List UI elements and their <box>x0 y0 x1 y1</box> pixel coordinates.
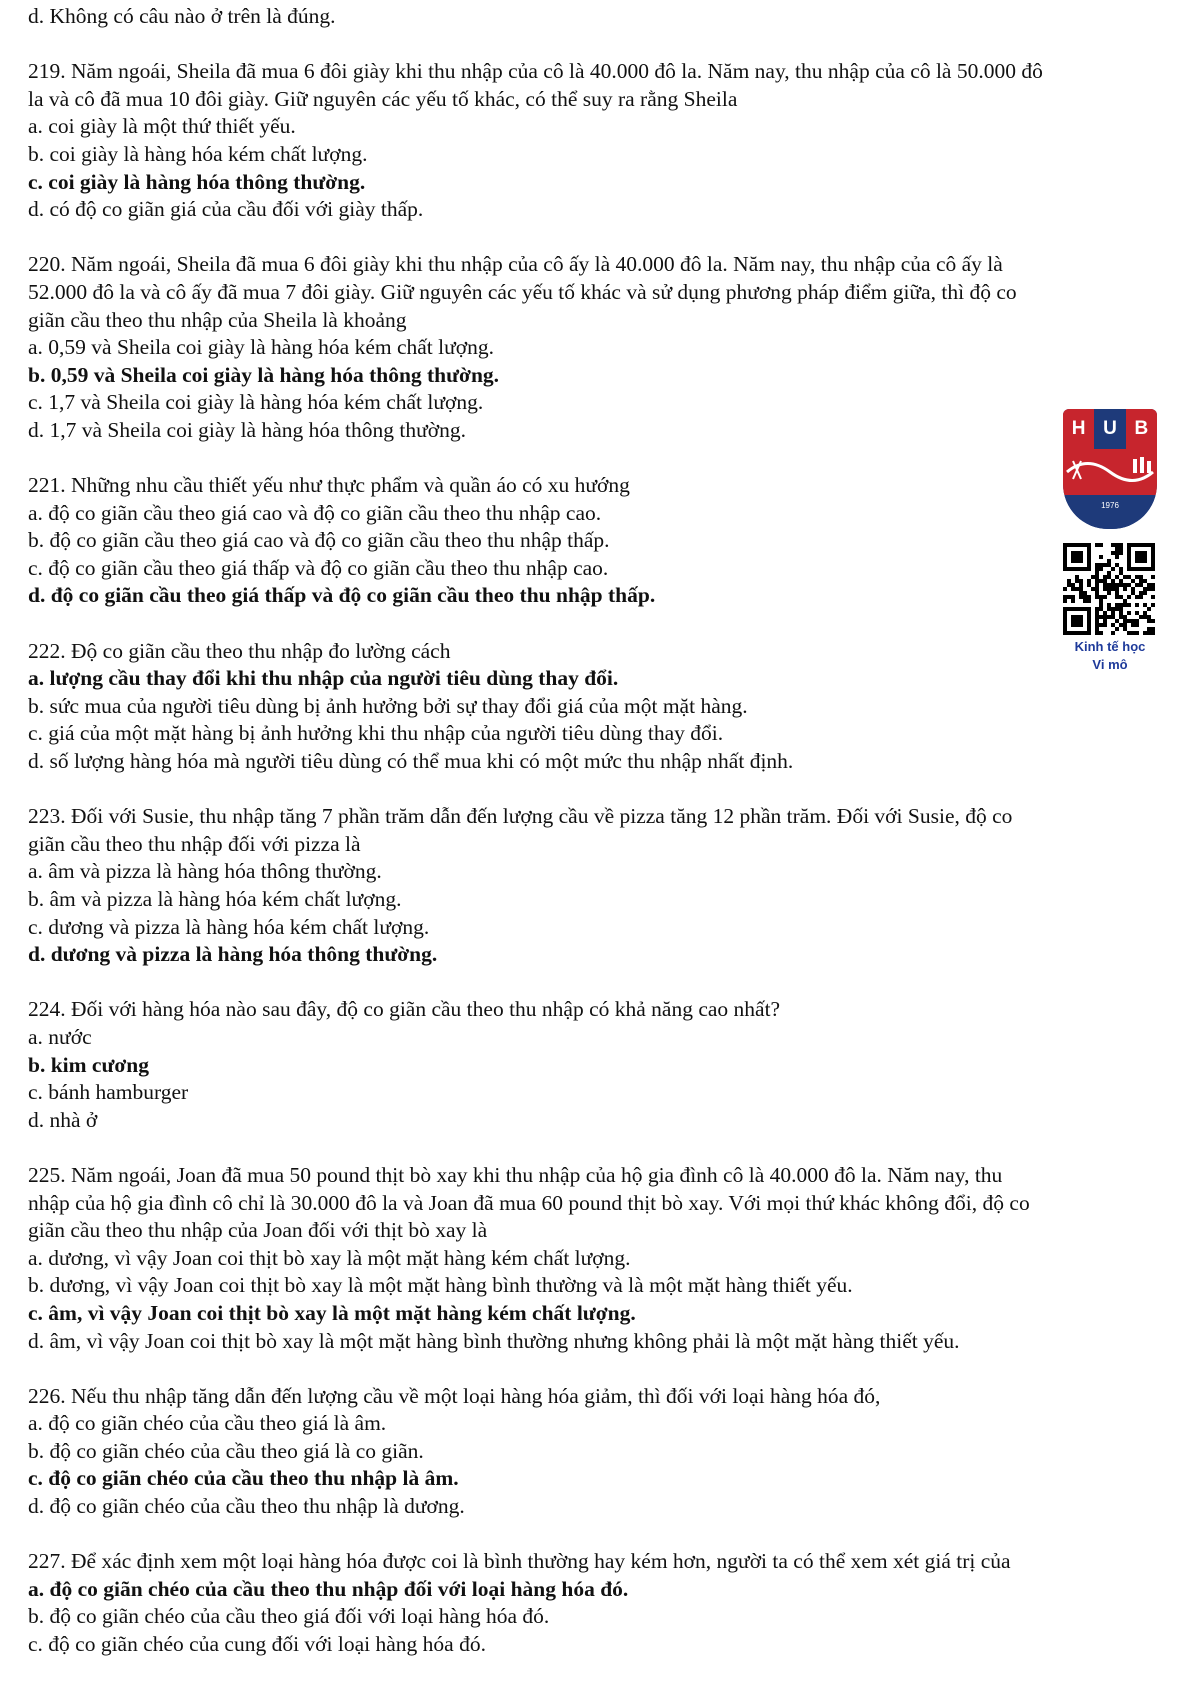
question-block <box>28 1548 1168 1658</box>
correct-answer-option: b. kim cương <box>28 1052 149 1077</box>
question-block <box>28 638 1168 776</box>
question-block <box>28 472 1168 610</box>
answer-option: d. số lượng hàng hóa mà người tiêu dùng có thể mua khi có một mức thu nhập nhất định. <box>28 749 794 774</box>
answer-option: a. nước <box>28 1024 92 1049</box>
question-stem-line: giãn cầu theo thu nhập của Sheila là khoảng <box>28 307 407 332</box>
logo-emblem-icon <box>1063 449 1157 495</box>
question-list <box>28 58 1168 1658</box>
question-stem-line: 226. Nếu thu nhập tăng dẫn đến lượng cầu về một loại hàng hóa giảm, thì đối với loại hàng hóa đó, <box>28 1383 881 1408</box>
logo-emblem-band <box>1063 449 1157 495</box>
correct-answer-option: c. âm, vì vậy Joan coi thịt bò xay là một mặt hàng kém chất lượng. <box>28 1300 636 1325</box>
question-block <box>28 251 1168 444</box>
hub-logo <box>1063 409 1157 529</box>
correct-answer-option: a. lượng cầu thay đổi khi thu nhập của người tiêu dùng thay đổi. <box>28 666 619 691</box>
question-stem-line: 220. Năm ngoái, Sheila đã mua 6 đôi giày khi thu nhập của cô ấy là 40.000 đô la. Năm nay, thu nhập của cô ấy là <box>28 252 1003 277</box>
answer-option: a. 0,59 và Sheila coi giày là hàng hóa kém chất lượng. <box>28 335 495 360</box>
question-stem-line: giãn cầu theo thu nhập của Joan đối với thịt bò xay là <box>28 1218 488 1243</box>
answer-option: b. dương, vì vậy Joan coi thịt bò xay là một mặt hàng bình thường và là một mặt hàng thiết yếu. <box>28 1273 853 1298</box>
question-block <box>28 996 1168 1134</box>
answer-option: b. độ co giãn chéo của cầu theo giá là co giãn. <box>28 1438 424 1463</box>
badge-caption-level: Vi mô <box>1092 657 1128 672</box>
question-stem-line: 223. Đối với Susie, thu nhập tăng 7 phần trăm dẫn đến lượng cầu về pizza tăng 12 phần trăm. Đối với Susie, độ co <box>28 804 1013 829</box>
logo-letter-h: H <box>1063 409 1094 449</box>
question-block <box>28 1383 1168 1521</box>
question-block <box>28 1162 1168 1355</box>
question-block <box>28 803 1168 969</box>
answer-option: a. độ co giãn chéo của cầu theo giá là âm. <box>28 1411 387 1436</box>
answer-option: b. coi giày là hàng hóa kém chất lượng. <box>28 141 368 166</box>
question-stem-line: 224. Đối với hàng hóa nào sau đây, độ co giãn cầu theo thu nhập có khả năng cao nhất? <box>28 997 781 1022</box>
question-stem-line: 52.000 đô la và cô ấy đã mua 7 đôi giày. Giữ nguyên các yếu tố khác và sử dụng phương pháp điểm giữa, thì độ co <box>28 279 1017 304</box>
question-stem-line: 222. Độ co giãn cầu theo thu nhập đo lường cách <box>28 638 451 663</box>
answer-option: c. giá của một mặt hàng bị ảnh hưởng khi thu nhập của người tiêu dùng thay đổi. <box>28 721 724 746</box>
question-stem-line: nhập của hộ gia đình cô chỉ là 30.000 đô la và Joan đã mua 60 pound thịt bò xay. Với mọi thứ khác không đổi, độ co <box>28 1190 1030 1215</box>
correct-answer-option: b. 0,59 và Sheila coi giày là hàng hóa thông thường. <box>28 362 500 387</box>
question-stem-line: 225. Năm ngoái, Joan đã mua 50 pound thịt bò xay khi thu nhập của hộ gia đình cô là 40.000 đô la. Năm nay, thu <box>28 1162 1003 1187</box>
answer-option: d. có độ co giãn giá của cầu đối với giày thấp. <box>28 197 424 222</box>
correct-answer-option: a. độ co giãn chéo của cầu theo thu nhập đối với loại hàng hóa đó. <box>28 1576 629 1601</box>
answer-option: a. âm và pizza là hàng hóa thông thường. <box>28 859 382 884</box>
document-body <box>28 3 1168 1659</box>
question-stem-line: giãn cầu theo thu nhập đối với pizza là <box>28 831 361 856</box>
question-stem-line: 219. Năm ngoái, Sheila đã mua 6 đôi giày khi thu nhập của cô là 40.000 đô la. Năm nay, thu nhập của cô là 50.000 đô <box>28 59 1043 84</box>
question-stem-line: 221. Những nhu cầu thiết yếu như thực phẩm và quần áo có xu hướng <box>28 473 630 498</box>
question-stem-line: la và cô đã mua 10 đôi giày. Giữ nguyên các yếu tố khác, có thể suy ra rằng Sheila <box>28 86 738 111</box>
logo-year: 1976 <box>1101 501 1119 510</box>
answer-option: b. độ co giãn cầu theo giá cao và độ co giãn cầu theo thu nhập thấp. <box>28 528 610 553</box>
answer-option: a. coi giày là một thứ thiết yếu. <box>28 114 296 139</box>
correct-answer-option: c. độ co giãn chéo của cầu theo thu nhập là âm. <box>28 1466 459 1491</box>
answer-option: a. độ co giãn cầu theo giá cao và độ co giãn cầu theo thu nhập cao. <box>28 500 602 525</box>
correct-answer-option: c. coi giày là hàng hóa thông thường. <box>28 169 366 194</box>
answer-option: c. bánh hamburger <box>28 1080 189 1105</box>
answer-option: d. nhà ở <box>28 1107 98 1132</box>
leading-answer-line: d. Không có câu nào ở trên là đúng. <box>28 4 336 28</box>
answer-option: d. 1,7 và Sheila coi giày là hàng hóa thông thường. <box>28 417 467 442</box>
answer-option: c. 1,7 và Sheila coi giày là hàng hóa kém chất lượng. <box>28 390 484 415</box>
answer-option: b. âm và pizza là hàng hóa kém chất lượng. <box>28 887 402 911</box>
correct-answer-option: d. dương và pizza là hàng hóa thông thường. <box>28 942 438 967</box>
logo-letter-b: B <box>1126 409 1157 449</box>
question-block <box>28 58 1168 224</box>
answer-option: a. dương, vì vậy Joan coi thịt bò xay là một mặt hàng kém chất lượng. <box>28 1245 631 1270</box>
course-badge <box>1055 403 1165 683</box>
answer-option: b. độ co giãn chéo của cầu theo giá đối với loại hàng hóa đó. <box>28 1604 550 1629</box>
answer-option: d. độ co giãn chéo của cầu theo thu nhập là dương. <box>28 1494 465 1519</box>
answer-option: c. độ co giãn cầu theo giá thấp và độ co giãn cầu theo thu nhập cao. <box>28 555 609 580</box>
answer-option: c. dương và pizza là hàng hóa kém chất lượng. <box>28 914 430 939</box>
correct-answer-option: d. độ co giãn cầu theo giá thấp và độ co giãn cầu theo thu nhập thấp. <box>28 583 656 608</box>
answer-option: b. sức mua của người tiêu dùng bị ảnh hưởng bởi sự thay đổi giá của một mặt hàng. <box>28 693 748 718</box>
answer-option: c. độ co giãn chéo của cung đối với loại hàng hóa đó. <box>28 1632 486 1657</box>
answer-option: d. âm, vì vậy Joan coi thịt bò xay là một mặt hàng bình thường nhưng không phải là một mặt hàng thiết yếu. <box>28 1328 960 1353</box>
question-stem-line: 227. Để xác định xem một loại hàng hóa được coi là bình thường hay kém hơn, người ta có thể xem xét giá trị của <box>28 1549 1011 1574</box>
qr-code-icon <box>1063 543 1155 635</box>
badge-caption-subject: Kinh tế học <box>1074 639 1146 654</box>
logo-letter-u: U <box>1094 409 1125 449</box>
